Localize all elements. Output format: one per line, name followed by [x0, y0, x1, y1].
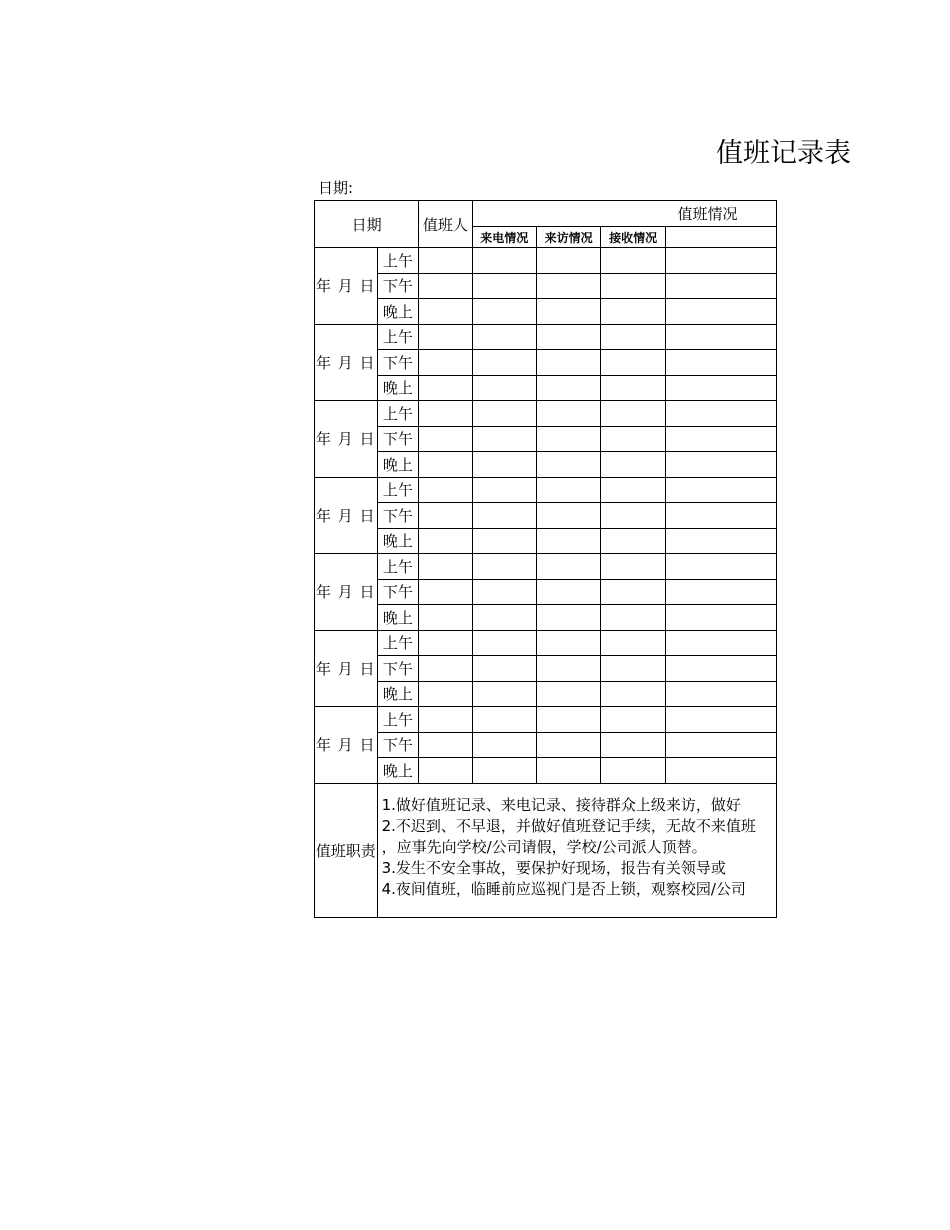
table-row: [315, 375, 777, 401]
received-cell[interactable]: [601, 732, 665, 758]
visits-cell[interactable]: [536, 248, 600, 274]
day-date-cell[interactable]: 年 月 日: [315, 324, 378, 401]
table-row: [315, 477, 777, 503]
person-cell[interactable]: [419, 681, 472, 707]
calls-cell[interactable]: [472, 350, 536, 376]
person-cell[interactable]: [419, 579, 472, 605]
period-label: 上午: [377, 324, 419, 350]
calls-cell[interactable]: [472, 758, 536, 784]
person-cell[interactable]: [419, 758, 472, 784]
received-cell[interactable]: [601, 605, 665, 631]
person-cell[interactable]: [419, 707, 472, 733]
table-row: [315, 630, 777, 656]
person-cell[interactable]: [419, 452, 472, 478]
cell[interactable]: [665, 401, 776, 427]
calls-cell[interactable]: [472, 732, 536, 758]
period-label: 晚上: [377, 375, 419, 401]
visits-cell[interactable]: [536, 375, 600, 401]
calls-cell[interactable]: [472, 401, 536, 427]
table-row: [315, 707, 777, 733]
period-label: 下午: [377, 273, 419, 299]
calls-cell[interactable]: [472, 477, 536, 503]
received-cell[interactable]: [601, 273, 665, 299]
day-date-cell[interactable]: 年 月 日: [315, 401, 378, 478]
person-cell[interactable]: [419, 401, 472, 427]
date-label: 日期:: [318, 179, 354, 197]
person-cell[interactable]: [419, 554, 472, 580]
calls-cell[interactable]: [472, 299, 536, 325]
received-cell[interactable]: [601, 477, 665, 503]
period-label: 下午: [377, 579, 419, 605]
duty-line: ，应事先向学校/公司请假，学校/公司派人顶替。: [381, 837, 707, 856]
cell[interactable]: [665, 426, 776, 452]
cell[interactable]: [665, 758, 776, 784]
period-label: 上午: [377, 401, 419, 427]
period-label: 晚上: [377, 681, 419, 707]
calls-cell[interactable]: [472, 324, 536, 350]
duty-line: 4.夜间值班，临睡前应巡视门是否上锁，观察校园/公司: [381, 879, 746, 898]
cell[interactable]: [665, 273, 776, 299]
calls-cell[interactable]: [472, 681, 536, 707]
visits-cell[interactable]: [536, 273, 600, 299]
visits-cell[interactable]: [536, 426, 600, 452]
person-cell[interactable]: [419, 299, 472, 325]
calls-cell[interactable]: [472, 452, 536, 478]
visits-cell[interactable]: [536, 401, 600, 427]
calls-cell[interactable]: [472, 605, 536, 631]
person-cell[interactable]: [419, 732, 472, 758]
calls-cell[interactable]: [472, 426, 536, 452]
table-row: [315, 554, 777, 580]
received-cell[interactable]: [601, 248, 665, 274]
duty-log-table: [314, 200, 777, 918]
period-label: 下午: [377, 656, 419, 682]
received-cell[interactable]: [601, 324, 665, 350]
day-date-cell[interactable]: 年 月 日: [315, 248, 378, 325]
header-group: 值班情况: [472, 201, 777, 227]
period-label: 晚上: [377, 605, 419, 631]
person-cell[interactable]: [419, 273, 472, 299]
table-row: [315, 452, 777, 478]
cell[interactable]: [665, 681, 776, 707]
period-label: 下午: [377, 503, 419, 529]
table-row: [315, 273, 777, 299]
table-row: [315, 681, 777, 707]
calls-cell[interactable]: [472, 528, 536, 554]
cell[interactable]: [665, 452, 776, 478]
person-cell[interactable]: [419, 248, 472, 274]
received-cell[interactable]: [601, 758, 665, 784]
table-row: [315, 299, 777, 325]
received-cell[interactable]: [601, 528, 665, 554]
period-label: 上午: [377, 630, 419, 656]
period-label: 晚上: [377, 299, 419, 325]
calls-cell[interactable]: [472, 579, 536, 605]
person-cell[interactable]: [419, 350, 472, 376]
cell[interactable]: [665, 605, 776, 631]
table-row: [315, 656, 777, 682]
cell[interactable]: [665, 375, 776, 401]
visits-cell[interactable]: [536, 681, 600, 707]
calls-cell[interactable]: [472, 707, 536, 733]
visits-cell[interactable]: [536, 554, 600, 580]
cell[interactable]: [665, 248, 776, 274]
period-label: 下午: [377, 350, 419, 376]
calls-cell[interactable]: [472, 375, 536, 401]
calls-cell[interactable]: [472, 656, 536, 682]
visits-cell[interactable]: [536, 758, 600, 784]
visits-cell[interactable]: [536, 656, 600, 682]
received-cell[interactable]: [601, 452, 665, 478]
visits-cell[interactable]: [536, 605, 600, 631]
header-date: 日期: [315, 201, 419, 248]
received-cell[interactable]: [601, 630, 665, 656]
received-cell[interactable]: [601, 681, 665, 707]
cell[interactable]: [665, 554, 776, 580]
cell[interactable]: [665, 732, 776, 758]
day-date-cell[interactable]: 年 月 日: [315, 707, 378, 784]
period-label: 下午: [377, 732, 419, 758]
table-row: [315, 758, 777, 784]
calls-cell[interactable]: [472, 630, 536, 656]
cell[interactable]: [665, 656, 776, 682]
cell[interactable]: [665, 324, 776, 350]
received-cell[interactable]: [601, 554, 665, 580]
period-label: 上午: [377, 477, 419, 503]
cell[interactable]: [665, 477, 776, 503]
received-cell[interactable]: [601, 401, 665, 427]
cell[interactable]: [665, 299, 776, 325]
day-date-cell[interactable]: 年 月 日: [315, 477, 378, 554]
visits-cell[interactable]: [536, 503, 600, 529]
visits-cell[interactable]: [536, 707, 600, 733]
person-cell[interactable]: [419, 477, 472, 503]
duties-row: [315, 783, 777, 917]
header-calls: 来电情况: [472, 227, 536, 248]
table-row: [315, 579, 777, 605]
person-cell[interactable]: [419, 375, 472, 401]
duties-content: [377, 783, 776, 917]
received-cell[interactable]: [601, 299, 665, 325]
person-cell[interactable]: [419, 656, 472, 682]
period-label: 晚上: [377, 758, 419, 784]
duties-label: 值班职责: [315, 783, 378, 917]
cell[interactable]: [665, 630, 776, 656]
received-cell[interactable]: [601, 375, 665, 401]
cell[interactable]: [665, 579, 776, 605]
person-cell[interactable]: [419, 605, 472, 631]
received-cell[interactable]: [601, 656, 665, 682]
cell[interactable]: [665, 503, 776, 529]
header-cell: [665, 227, 776, 248]
calls-cell[interactable]: [472, 503, 536, 529]
duty-line: 2.不迟到、不早退，并做好值班登记手续，无故不来值班: [381, 816, 756, 835]
person-cell[interactable]: [419, 630, 472, 656]
period-label: 晚上: [377, 452, 419, 478]
period-label: 上午: [377, 707, 419, 733]
received-cell[interactable]: [601, 707, 665, 733]
period-label: 晚上: [377, 528, 419, 554]
visits-cell[interactable]: [536, 732, 600, 758]
received-cell[interactable]: [601, 426, 665, 452]
calls-cell[interactable]: [472, 248, 536, 274]
person-cell[interactable]: [419, 503, 472, 529]
person-cell[interactable]: [419, 324, 472, 350]
visits-cell[interactable]: [536, 299, 600, 325]
calls-cell[interactable]: [472, 273, 536, 299]
visits-cell[interactable]: [536, 528, 600, 554]
visits-cell[interactable]: [536, 477, 600, 503]
cell[interactable]: [665, 707, 776, 733]
period-label: 下午: [377, 426, 419, 452]
period-label: 上午: [377, 248, 419, 274]
duty-line: 3.发生不安全事故，要保护好现场，报告有关领导或: [381, 858, 726, 877]
table-row: [315, 605, 777, 631]
table-row: [315, 324, 777, 350]
table-row: [315, 401, 777, 427]
period-label: 上午: [377, 554, 419, 580]
cell[interactable]: [665, 528, 776, 554]
header-visits: 来访情况: [536, 227, 600, 248]
visits-cell[interactable]: [536, 579, 600, 605]
received-cell[interactable]: [601, 503, 665, 529]
calls-cell[interactable]: [472, 554, 536, 580]
visits-cell[interactable]: [536, 452, 600, 478]
table-row: [315, 350, 777, 376]
table-row: [315, 426, 777, 452]
received-cell[interactable]: [601, 579, 665, 605]
header-received: 接收情况: [601, 227, 665, 248]
visits-cell[interactable]: [536, 324, 600, 350]
table-row: [315, 732, 777, 758]
person-cell[interactable]: [419, 426, 472, 452]
table-row: [315, 528, 777, 554]
visits-cell[interactable]: [536, 630, 600, 656]
day-date-cell[interactable]: 年 月 日: [315, 554, 378, 631]
day-date-cell[interactable]: 年 月 日: [315, 630, 378, 707]
cell[interactable]: [665, 350, 776, 376]
duty-line: 1.做好值班记录、来电记录、接待群众上级来访，做好: [381, 795, 741, 814]
page-title: 值班记录表: [716, 138, 851, 169]
person-cell[interactable]: [419, 528, 472, 554]
received-cell[interactable]: [601, 350, 665, 376]
visits-cell[interactable]: [536, 350, 600, 376]
table-row: [315, 248, 777, 274]
table-row: [315, 503, 777, 529]
header-person: 值班人: [419, 201, 472, 248]
